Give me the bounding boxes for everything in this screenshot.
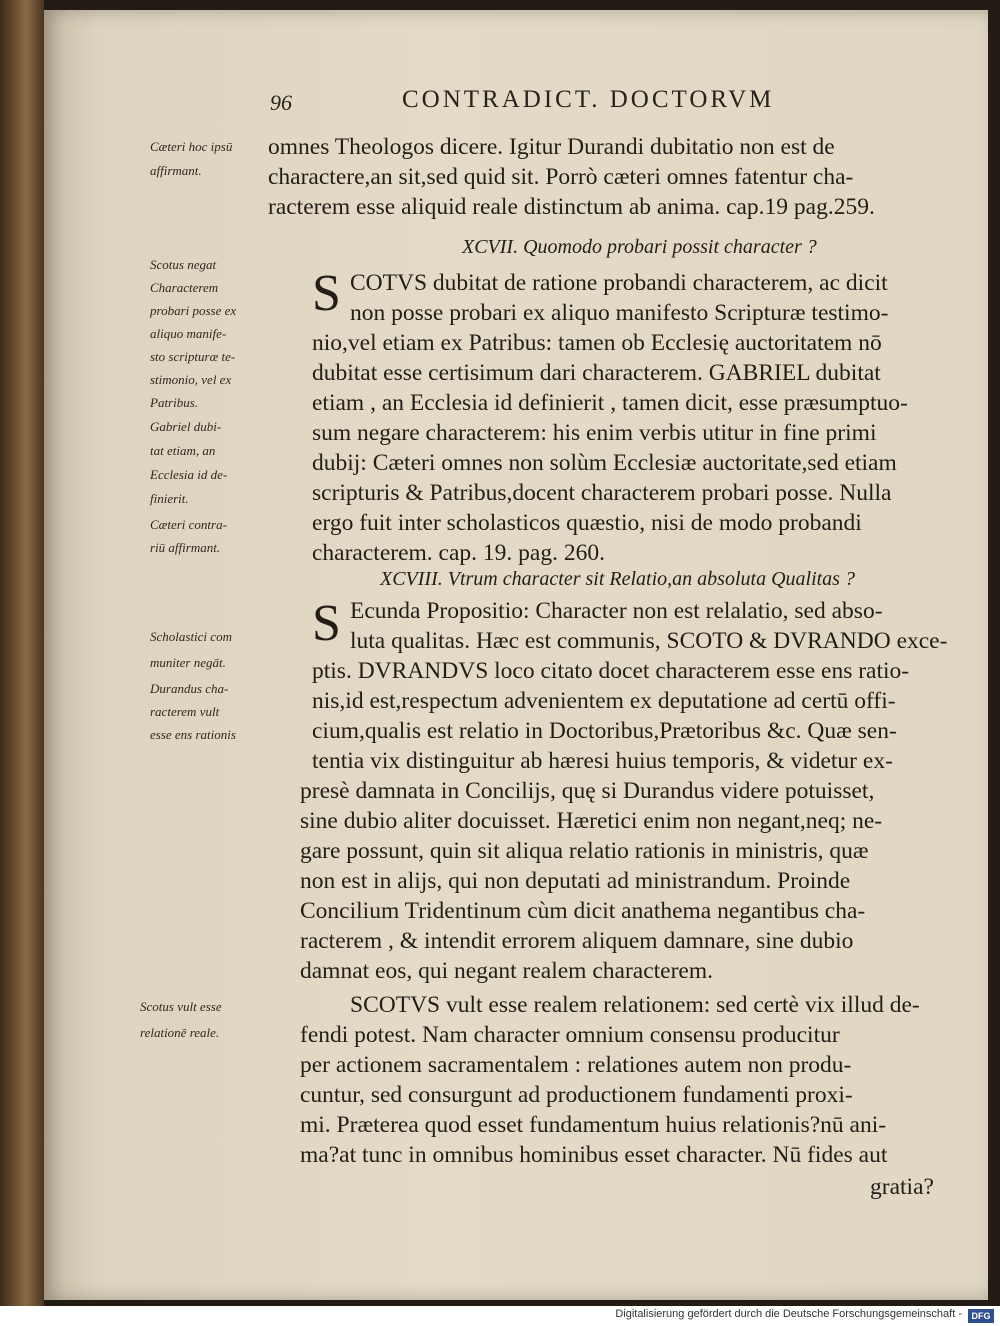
margin-line: sto scripturæ te- xyxy=(150,349,236,364)
margin-line: Scotus vult esse xyxy=(140,999,222,1014)
text-line: scripturis & Patribus,docent characterem probari posse. Nulla xyxy=(312,480,892,506)
margin-line: Ecclesia id de- xyxy=(150,467,228,482)
margin-line: probari posse ex xyxy=(150,303,237,318)
margin-line: riū affirmant. xyxy=(150,540,221,555)
text-line: cium,qualis est relatio in Doctoribus,Prætoribus &c. Quæ sen- xyxy=(312,718,897,744)
text-line: fendi potest. Nam character omnium consensu producitur xyxy=(300,1022,840,1048)
margin-line: Durandus cha- xyxy=(150,681,229,696)
text-line: nis,id est,respectum advenientem ex deputatione ad certū offi- xyxy=(312,688,896,714)
text-line: nio,vel etiam ex Patribus: tamen ob Ecclesię auctoritatem nō xyxy=(312,330,882,356)
section-heading-98: XCVIII. Vtrum character sit Relatio,an absoluta Qualitas ? xyxy=(380,568,855,590)
text-line: per actionem sacramentalem : relationes autem non produ- xyxy=(300,1052,852,1078)
text-line: etiam , an Ecclesia id definierit , tamen dicit, esse præsumptuo- xyxy=(312,390,908,416)
text-line: ma?at tunc in omnibus hominibus esset character. Nū fides aut xyxy=(300,1142,888,1168)
text-line: charactere,an sit,sed quid sit. Porrò cæteri omnes fatentur cha- xyxy=(268,164,854,190)
margin-line: Characterem xyxy=(150,280,219,295)
text-line: dubij: Cæteri omnes non solùm Ecclesiæ auctoritate,sed etiam xyxy=(312,450,897,476)
text-line: non est in alijs, qui non deputati ad ministrandum. Proinde xyxy=(300,868,851,894)
margin-line: aliquo manife- xyxy=(150,326,227,341)
dfg-logo: DFG xyxy=(968,1309,994,1323)
book-edge xyxy=(0,0,44,1306)
text-line: luta qualitas. Hæc est communis, SCOTO & DVRANDO exce- xyxy=(350,628,948,654)
text-line: sum negare characterem: his enim verbis utitur in fine primi xyxy=(312,420,877,446)
margin-line: Gabriel dubi- xyxy=(150,419,222,434)
margin-line: Scholastici com xyxy=(150,629,232,644)
margin-line: relationē reale. xyxy=(140,1025,220,1040)
margin-line: stimonio, vel ex xyxy=(150,372,232,387)
section-heading-97: XCVII. Quomodo probari possit character ? xyxy=(462,236,817,258)
text-line: cuntur, sed consurgunt ad productionem fundamenti proxi- xyxy=(300,1082,853,1108)
text-line: mi. Præterea quod esset fundamentum huius relationis?nū ani- xyxy=(300,1112,887,1138)
text-line: characterem. cap. 19. pag. 260. xyxy=(312,540,605,566)
text-line: sine dubio aliter docuisset. Hæretici enim non negant,neq; ne- xyxy=(300,808,883,834)
page-number: 96 xyxy=(270,90,292,115)
drop-cap: S xyxy=(312,595,341,652)
text-line: racterem esse aliquid reale distinctum ab anima. cap.19 pag.259. xyxy=(268,194,875,220)
text-line: gare possunt, quin sit aliqua relatio rationis in ministris, quæ xyxy=(300,838,869,864)
text-line: racterem , & intendit errorem aliquem damnare, sine dubio xyxy=(300,928,854,954)
text-line: gratia? xyxy=(870,1174,934,1200)
margin-line: affirmant. xyxy=(150,163,202,178)
margin-line: Scotus negat xyxy=(150,257,217,272)
text-line: presè damnata in Concilijs, quę si Durandus videre potuisset, xyxy=(300,778,875,804)
text-line: SCOTVS vult esse realem relationem: sed certè vix illud de- xyxy=(350,992,920,1018)
text-line: dubitat esse certisimum dari characterem. GABRIEL dubitat xyxy=(312,360,881,386)
margin-line: Patribus. xyxy=(150,395,199,410)
footer-bar xyxy=(0,1306,1000,1326)
margin-line: tat etiam, an xyxy=(150,443,216,458)
margin-line: esse ens rationis xyxy=(150,727,236,742)
margin-line: Cæteri hoc ipsū xyxy=(150,139,233,154)
margin-line: finierit. xyxy=(150,491,189,506)
margin-line: Cæteri contra- xyxy=(150,517,227,532)
text-line: tentia vix distinguitur ab hæresi huius temporis, & videtur ex- xyxy=(312,748,893,774)
text-line: ptis. DVRANDVS loco citato docet characterem esse ens ratio- xyxy=(312,658,910,684)
running-head: CONTRADICT. DOCTORVM xyxy=(402,86,775,113)
text-line: omnes Theologos dicere. Igitur Durandi dubitatio non est de xyxy=(268,134,835,160)
margin-line: racterem vult xyxy=(150,704,220,719)
text-line: Concilium Tridentinum cùm dicit anathema negantibus cha- xyxy=(300,898,866,924)
margin-line: muniter negāt. xyxy=(150,655,226,670)
text-line: non posse probari ex aliquo manifesto Scripturæ testimo- xyxy=(350,300,889,326)
drop-cap: S xyxy=(312,265,341,322)
text-line: Ecunda Propositio: Character non est relalatio, sed abso- xyxy=(350,598,883,624)
text-line: damnat eos, qui negant realem characterem. xyxy=(300,958,714,984)
footer-credit: Digitalisierung gefördert durch die Deutsche Forschungsgemeinschaft - xyxy=(615,1308,962,1320)
text-line: COTVS dubitat de ratione probandi characterem, ac dicit xyxy=(350,270,888,296)
text-line: ergo fuit inter scholasticos quæstio, nisi de modo probandi xyxy=(312,510,862,536)
